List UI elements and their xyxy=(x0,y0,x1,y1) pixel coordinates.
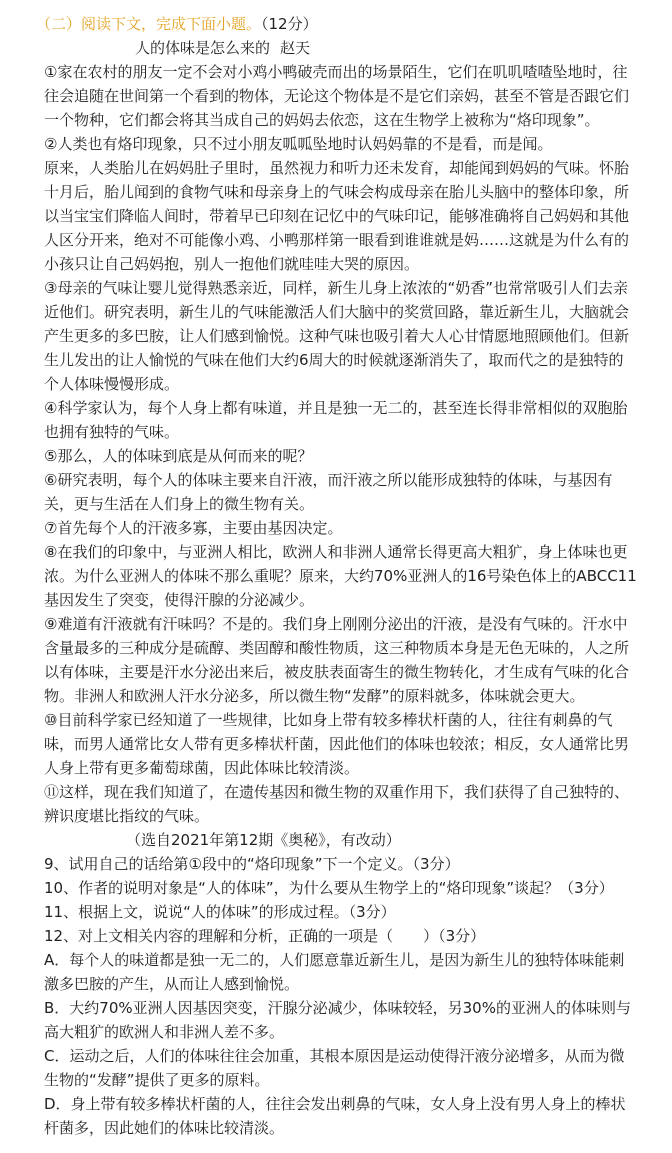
text-line: 10、作者的说明对象是“人的体味”，为什么要从生物学上的“烙印现象”谈起？（3分） xyxy=(44,879,614,897)
paragraph-3 xyxy=(44,276,658,396)
text-line: 含量最多的三种成分是硫醇、类固醇和酸性物质，这三种物质本身是无色无味的，人之所 xyxy=(44,639,630,657)
article-title-line xyxy=(44,36,658,60)
paragraph-2 xyxy=(44,132,658,156)
text-line: 高大粗犷的欧洲人和非洲人差不多。 xyxy=(44,1023,285,1041)
paragraph-10 xyxy=(44,708,658,780)
text-line: 基因发生了突变，使得汗腺的分泌减少。 xyxy=(44,591,315,609)
text-line: ⑧在我们的印象中，与亚洲人相比，欧洲人和非洲人通常长得更高大粗犷，身上体味也更 xyxy=(44,543,628,561)
text-line: ④科学家认为，每个人身上都有味道，并且是独一无二的，甚至连长得非常相似的双胞胎 xyxy=(44,399,628,417)
question-11 xyxy=(44,900,658,924)
text-line: 9、试用自己的话给第①段中的“烙印现象”下一个定义。（3分） xyxy=(44,855,460,873)
paragraph-8 xyxy=(44,540,658,612)
text-line: 以当宝宝们降临人间时，带着早已印刻在记忆中的气味印记，能够准确将自己妈妈和其他 xyxy=(44,207,630,225)
text-line: ⑪这样，现在我们知道了，在遗传基因和微生物的双重作用下，我们获得了自己独特的、 xyxy=(44,783,630,801)
text-line: 一个物种，它们都会将其当成自己的妈妈去依恋，这在生物学上被称为“烙印现象”。 xyxy=(44,111,600,129)
text-line: 也拥有独特的气味。 xyxy=(44,423,180,441)
article-author: 赵天 xyxy=(280,39,311,57)
option-a xyxy=(44,948,658,996)
text-line: ⑦首先每个人的汗液多寡，主要由基因决定。 xyxy=(44,519,343,537)
text-line: 原来，人类胎儿在妈妈肚子里时，虽然视力和听力还未发育，却能闻到妈妈的气味。怀胎 xyxy=(44,159,630,177)
text-line: 十月后，胎儿闻到的食物气味和母亲身上的气味会构成母亲在胎儿头脑中的整体印象，所 xyxy=(44,183,630,201)
section-heading xyxy=(36,12,658,36)
text-line: 产生更多的多巴胺，让人们感到愉悦。这种气味也吸引着大人心甘情愿地照顾他们。但新 xyxy=(44,327,630,345)
article-source: （选自2021年第12期《奥秘》，有改动） xyxy=(126,831,401,849)
text-line: ③母亲的气味让婴儿觉得熟悉亲近，同样，新生儿身上浓浓的“奶香”也常常吸引人们去亲 xyxy=(44,279,628,297)
paragraph-4 xyxy=(44,396,658,444)
text-line: 往会追随在世间第一个看到的物体，无论这个物体是不是它们亲妈，甚至不管是否跟它们 xyxy=(44,87,630,105)
text-line: 12、对上文相关内容的理解和分析，正确的一项是（ ）（3分） xyxy=(44,927,486,945)
text-line: A．每个人的味道都是独一无二的，人们愿意靠近新生儿，是因为新生儿的独特体味能刺 xyxy=(44,951,625,969)
section-score: （12分） xyxy=(261,15,318,33)
text-line: ⑩目前科学家已经知道了一些规律，比如身上带有较多棒状杆菌的人，往往有刺鼻的气 xyxy=(44,711,613,729)
paragraph-2-continued xyxy=(44,156,658,276)
text-line: B．大约70%亚洲人因基因突变，汗腺分泌减少，体味较轻，另30%的亚洲人的体味则与 xyxy=(44,999,631,1017)
paragraph-7 xyxy=(44,516,658,540)
text-line: ①家在农村的朋友一定不会对小鸡小鸭破壳而出的场景陌生，它们在叽叽喳喳坠地时，往 xyxy=(44,63,628,81)
text-line: 杆菌多，因此她们的体味比较清淡。 xyxy=(44,1119,285,1137)
text-line: ⑤那么，人的体味到底是从何而来的呢？ xyxy=(44,447,313,465)
section-heading-label: （二）阅读下文，完成下面小题。 xyxy=(36,15,262,33)
text-line: ⑨难道有汗液就有汗味吗？不是的。我们身上刚刚分泌出的汗液，是没有气味的。汗水中 xyxy=(44,615,628,633)
option-d xyxy=(44,1092,658,1140)
text-line: 物。非洲人和欧洲人汗水分泌多，所以微生物“发酵”的原料就多，体味就会更大。 xyxy=(44,687,585,705)
text-line: 辨识度堪比指纹的气味。 xyxy=(44,807,210,825)
text-line: 浓。为什么亚洲人的体味不那么重呢？原来，大约70%亚洲人的16号染色体上的ABCC11 xyxy=(44,567,637,585)
text-line: C．运动之后，人们的体味往往会加重，其根本原因是运动使得汗液分泌增多，从而为微 xyxy=(44,1047,625,1065)
text-line: 人身上带有更多葡萄球菌，因此体味比较清淡。 xyxy=(44,759,360,777)
text-line: 味，而男人通常比女人带有更多棒状杆菌，因此他们的体味也较浓；相反，女人通常比男 xyxy=(44,735,630,753)
text-line: 激多巴胺的产生，从而让人感到愉悦。 xyxy=(44,975,300,993)
paragraph-1 xyxy=(44,60,658,132)
text-line: 生儿发出的让人愉悦的气味在他们大约6周大的时候就逐渐消失了，取而代之的是独特的 xyxy=(44,351,624,369)
paragraph-6 xyxy=(44,468,658,516)
paragraph-5 xyxy=(44,444,658,468)
text-line: ⑥研究表明，每个人的体味主要来自汗液，而汗液之所以能形成独特的体味，与基因有 xyxy=(44,471,613,489)
text-line: ②人类也有烙印现象，只不过小朋友呱呱坠地时认妈妈靠的不是看，而是闻。 xyxy=(44,135,553,153)
question-9 xyxy=(44,852,658,876)
text-line: 人区分开来，绝对不可能像小鸡、小鸭那样第一眼看到谁谁就是妈……这就是为什么有的 xyxy=(44,231,630,249)
text-line: 个人体味慢慢形成。 xyxy=(44,375,180,393)
option-b xyxy=(44,996,658,1044)
text-line: 关，更与生活在人们身上的微生物有关。 xyxy=(44,495,315,513)
document-page xyxy=(36,12,658,1140)
question-10 xyxy=(44,876,658,900)
option-c xyxy=(44,1044,658,1092)
text-line: 生物的“发酵”提供了更多的原料。 xyxy=(44,1071,270,1089)
paragraph-9 xyxy=(44,612,658,708)
paragraph-11 xyxy=(44,780,658,828)
text-line: D．身上带有较多棒状杆菌的人，往往会发出刺鼻的气味，女人身上没有男人身上的棒状 xyxy=(44,1095,626,1113)
text-line: 11、根据上文，说说“人的体味”的形成过程。（3分） xyxy=(44,903,396,921)
article-title: 人的体味是怎么来的 xyxy=(135,39,271,57)
text-line: 以有体味，主要是汗水分泌出来后，被皮肤表面寄生的微生物转化，才生成有气味的化合 xyxy=(44,663,630,681)
text-line: 近他们。研究表明，新生儿的气味能激活人们大脑中的奖赏回路，靠近新生儿，大脑就会 xyxy=(44,303,630,321)
text-line: 小孩只让自己妈妈抱，别人一抱他们就哇哇大哭的原因。 xyxy=(44,255,420,273)
question-12 xyxy=(44,924,658,948)
